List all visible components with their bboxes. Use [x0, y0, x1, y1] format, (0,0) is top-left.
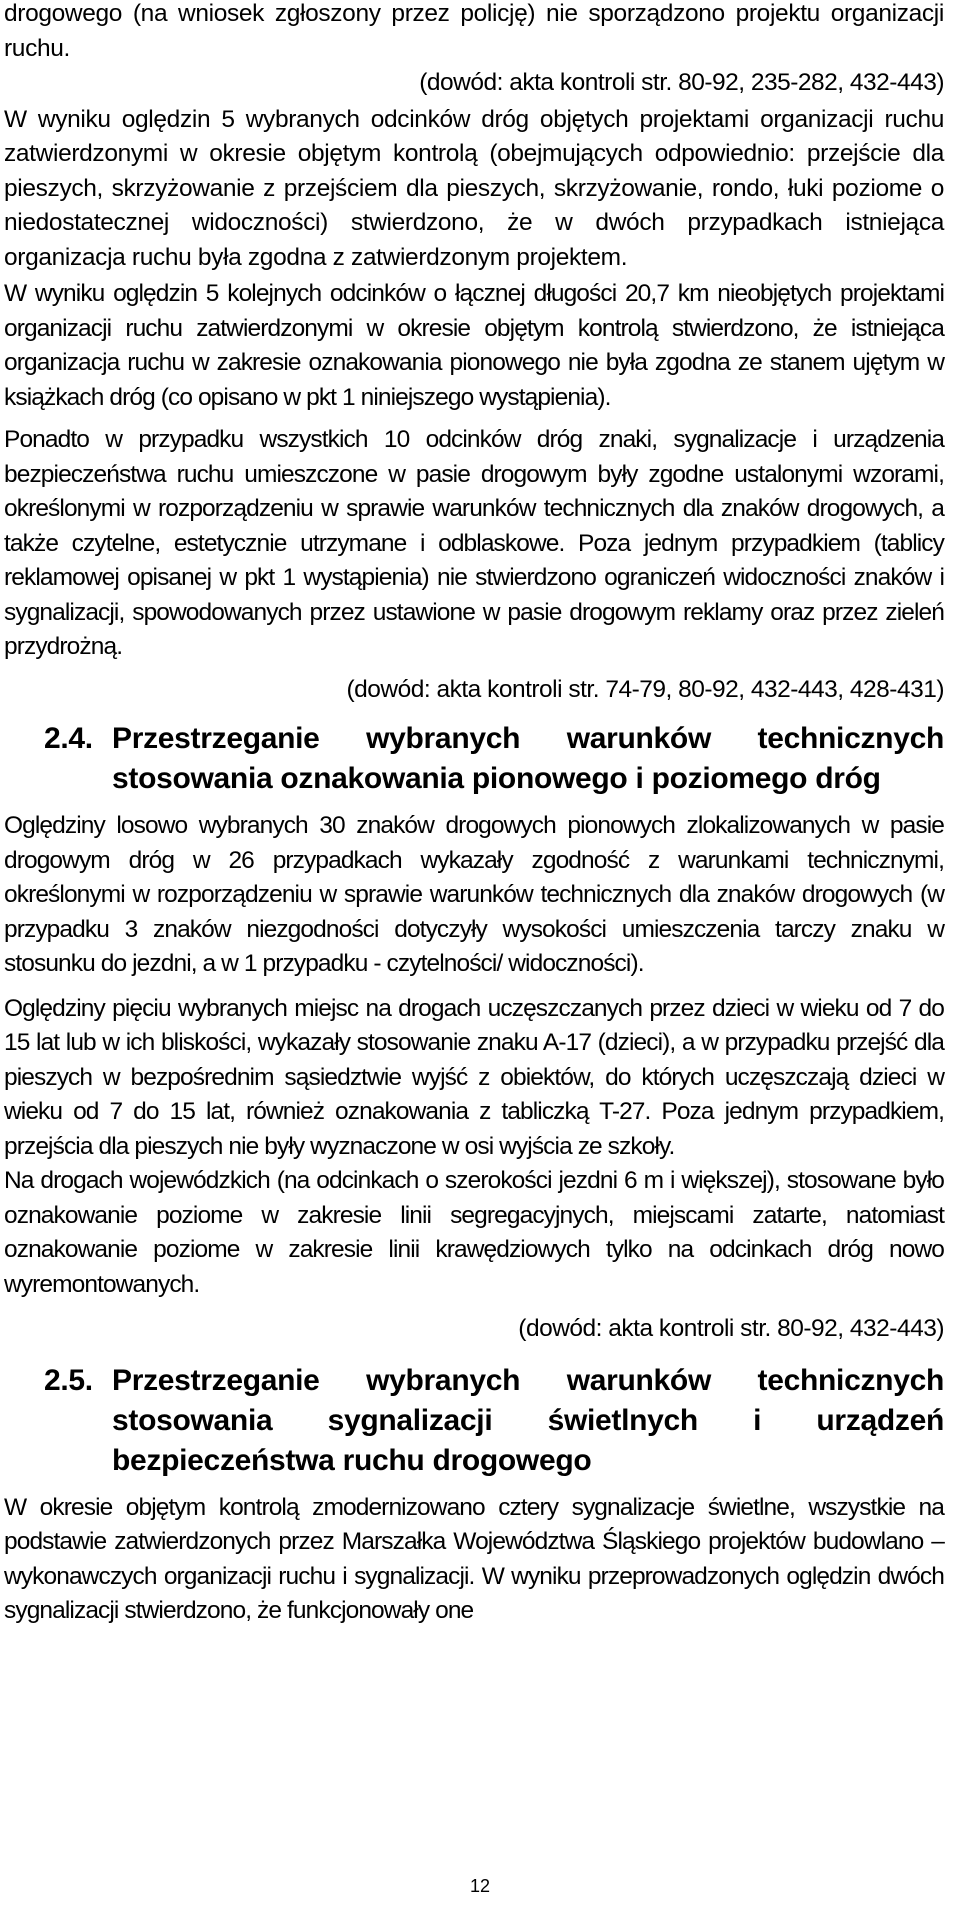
- section-2-4-heading: [4, 719, 944, 799]
- section-2-5-number: 2.5.: [44, 1363, 93, 1397]
- page-content: [4, 0, 944, 1629]
- paragraph-inspection-1: W wyniku oględzin 5 wybranych odcinków dróg objętych projektami organizacji ruchu zatwierdzonymi w okresie objętym kontrolą (obejmujących odpowiednio: przejście dla pieszych, skrzyżowanie z przejściem dla pieszych, skrzyżowanie, rondo, łuki poziome o niedostatecznej widoczności) stwierdzono, że w dwóch przypadkach istniejąca organizacja ruchu była zgodna z zatwierdzonym projektem.: [4, 105, 944, 271]
- paragraph-vertical-signs: Oględziny losowo wybranych 30 znaków drogowych pionowych zlokalizowanych w pasie drogowym dróg w 26 przypadkach wykazały zgodność z warunkami technicznymi, określonymi w rozporządzeniu w sprawie warunków technicznych dla znaków drogowych (w przypadku 3 znaków niezgodności dotyczyły wysokości umieszczenia tarczy znaku w stosunku do jezdni, a w 1 przypadku - czytelności/ widoczności).: [4, 812, 944, 977]
- page-number: 12: [469, 1876, 491, 1896]
- paragraph-provincial-roads: Na drogach wojewódzkich (na odcinkach o szerokości jezdni 6 m i większej), stosowane było oznakowanie poziome w zakresie linii segregacyjnych, miejscami zatarte, natomiast oznakowanie poziome w zakresie linii krawędziowych tylko na odcinkach dróg nowo wyremontowanych.: [4, 1167, 944, 1298]
- paragraph-traffic-lights: W okresie objętym kontrolą zmodernizowano cztery sygnalizacje świetlne, wszystkie na podstawie zatwierdzonych przez Marszałka Województwa Śląskiego projektów budowlano – wykonawczych organizacji ruchu i sygnalizacji. W wyniku przeprowadzonych oględzin dwóch sygnalizacji stwierdzono, że funkcjonowały one: [4, 1493, 944, 1624]
- section-2-4-number: 2.4.: [44, 722, 93, 755]
- paragraph-intro: drogowego (na wniosek zgłoszony przez policję) nie sporządzono projektu organizacji ruchu.: [4, 0, 944, 62]
- paragraph-children-places: Oględziny pięciu wybranych miejsc na drogach uczęszczanych przez dzieci w wieku od 7 do 15 lat lub w ich bliskości, wykazały stosowanie znaku A-17 (dzieci), a w przypadku przejść dla pieszych w bezpośrednim sąsiedztwie wyjść z obiektów, do których uczęszczają dzieci w wieku od 7 do 15 lat, również oznakowania z tabliczką T-27. Poza jednym przypadkiem, przejścia dla pieszych nie były wyznaczone w osi wyjścia ze szkoły.: [4, 994, 944, 1160]
- evidence-reference-1: (dowód: akta kontroli str. 80-92, 235-282, 432-443): [419, 69, 944, 96]
- paragraph-inspection-2: W wyniku oględzin 5 kolejnych odcinków o łącznej długości 20,7 km nieobjętych projektami organizacji ruchu zatwierdzonymi w okresie objętym kontrolą stwierdzono, że istniejąca organizacja ruchu w zakresie oznakowania pionowego nie była zgodna ze stanem ujętym w książkach dróg (co opisano w pkt 1 niniejszego wystąpienia).: [4, 280, 944, 411]
- section-2-5-title: Przestrzeganie wybranych warunków technicznych stosowania sygnalizacji świetlnych i urządzeń bezpieczeństwa ruchu drogowego: [112, 1363, 944, 1477]
- section-2-5-heading: [4, 1361, 944, 1481]
- section-2-4-title: Przestrzeganie wybranych warunków technicznych stosowania oznakowania pionowego i poziomego dróg: [112, 722, 944, 795]
- paragraph-signs-compliance: Ponadto w przypadku wszystkich 10 odcinków dróg znaki, sygnalizacje i urządzenia bezpieczeństwa ruchu umieszczone w pasie drogowym były zgodne ustalonymi wzorami, określonymi w rozporządzeniu w sprawie warunków technicznych dla znaków drogowych, a także czytelne, estetycznie utrzymane i odblaskowe. Poza jednym przypadkiem (tablicy reklamowej opisanej w pkt 1 wystąpienia) nie stwierdzono ograniczeń widoczności znaków i sygnalizacji, spowodowanych przez ustawione w pasie drogowym reklamy oraz przez zieleń przydrożną.: [4, 426, 944, 660]
- evidence-reference-2: (dowód: akta kontroli str. 74-79, 80-92, 432-443, 428-431): [346, 675, 944, 703]
- evidence-reference-3: (dowód: akta kontroli str. 80-92, 432-443): [518, 1315, 944, 1342]
